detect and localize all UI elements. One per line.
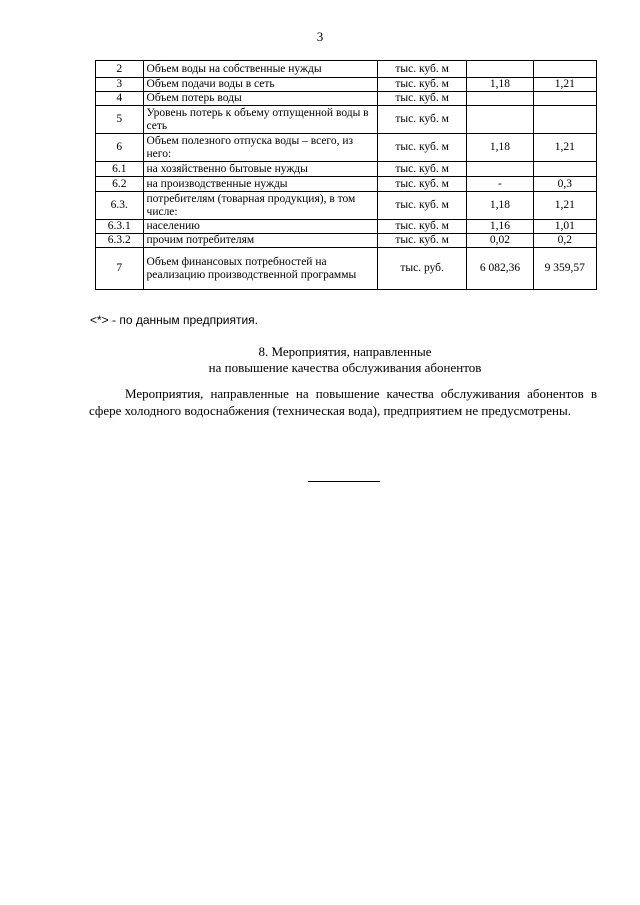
table-row	[96, 234, 597, 248]
row-value-1-cell	[467, 162, 533, 177]
table-footnote: <*> - по данным предприятия.	[90, 313, 258, 327]
end-rule	[308, 481, 380, 482]
row-unit-cell: тыс. куб. м	[377, 234, 466, 248]
row-number-cell: 4	[96, 92, 144, 106]
table-row	[96, 92, 597, 106]
row-unit-cell: тыс. куб. м	[377, 162, 466, 177]
row-value-2-cell: 1,21	[533, 134, 596, 162]
row-number-cell: 3	[96, 78, 144, 92]
row-unit-cell: тыс. руб.	[377, 248, 466, 290]
table-row	[96, 61, 597, 78]
row-value-1-cell	[467, 106, 533, 134]
row-value-2-cell	[533, 106, 596, 134]
row-unit-cell: тыс. куб. м	[377, 134, 466, 162]
row-name-cell: потребителям (товарная продукция), в том числе:	[143, 192, 377, 220]
row-value-1-cell: 1,18	[467, 192, 533, 220]
row-name-cell: Уровень потерь к объему отпущенной воды в сеть	[143, 106, 377, 134]
table-row	[96, 162, 597, 177]
row-unit-cell: тыс. куб. м	[377, 106, 466, 134]
production-program-table	[95, 60, 597, 290]
row-number-cell: 6.3.1	[96, 220, 144, 234]
table-row	[96, 177, 597, 192]
row-name-cell: на хозяйственно бытовые нужды	[143, 162, 377, 177]
table-row	[96, 78, 597, 92]
row-unit-cell: тыс. куб. м	[377, 220, 466, 234]
row-value-2-cell: 0,3	[533, 177, 596, 192]
page-number: 3	[316, 29, 324, 44]
row-name-cell: населению	[143, 220, 377, 234]
table-row	[96, 106, 597, 134]
row-value-2-cell: 1,21	[533, 78, 596, 92]
row-name-cell: Объем финансовых потребностей на реализацию производственной программы	[143, 248, 377, 290]
row-value-2-cell	[533, 162, 596, 177]
row-number-cell: 6.1	[96, 162, 144, 177]
row-unit-cell: тыс. куб. м	[377, 61, 466, 78]
row-value-2-cell	[533, 61, 596, 78]
section-heading-line-2: на повышение качества обслуживания абонентов	[208, 360, 482, 375]
row-value-2-cell: 1,21	[533, 192, 596, 220]
row-unit-cell: тыс. куб. м	[377, 92, 466, 106]
row-number-cell: 6.3.	[96, 192, 144, 220]
row-name-cell: на производственные нужды	[143, 177, 377, 192]
row-name-cell: Объем потерь воды	[143, 92, 377, 106]
row-value-1-cell: -	[467, 177, 533, 192]
section-heading	[0, 344, 640, 376]
section-paragraph: Мероприятия, направленные на повышение качества обслуживания абонентов в сфере холодного водоснабжения (техническая вода), предприятием не предусмотрены.	[89, 386, 597, 418]
row-value-1-cell: 1,18	[467, 134, 533, 162]
row-unit-cell: тыс. куб. м	[377, 192, 466, 220]
table-row	[96, 134, 597, 162]
row-unit-cell: тыс. куб. м	[377, 78, 466, 92]
row-number-cell: 6.2	[96, 177, 144, 192]
row-value-2-cell	[533, 92, 596, 106]
row-number-cell: 7	[96, 248, 144, 290]
row-value-2-cell: 0,2	[533, 234, 596, 248]
row-value-2-cell: 1,01	[533, 220, 596, 234]
section-heading-line-1: 8. Мероприятия, направленные	[258, 344, 432, 359]
row-value-1-cell: 0,02	[467, 234, 533, 248]
table-row	[96, 248, 597, 290]
row-unit-cell: тыс. куб. м	[377, 177, 466, 192]
row-value-1-cell: 6 082,36	[467, 248, 533, 290]
row-number-cell: 2	[96, 61, 144, 78]
row-value-1-cell	[467, 61, 533, 78]
row-number-cell: 5	[96, 106, 144, 134]
table-row	[96, 192, 597, 220]
row-name-cell: Объем полезного отпуска воды – всего, из него:	[143, 134, 377, 162]
table-row	[96, 220, 597, 234]
row-name-cell: прочим потребителям	[143, 234, 377, 248]
row-value-2-cell: 9 359,57	[533, 248, 596, 290]
row-number-cell: 6.3.2	[96, 234, 144, 248]
row-name-cell: Объем подачи воды в сеть	[143, 78, 377, 92]
row-number-cell: 6	[96, 134, 144, 162]
row-value-1-cell: 1,18	[467, 78, 533, 92]
row-value-1-cell	[467, 92, 533, 106]
row-name-cell: Объем воды на собственные нужды	[143, 61, 377, 78]
row-value-1-cell: 1,16	[467, 220, 533, 234]
